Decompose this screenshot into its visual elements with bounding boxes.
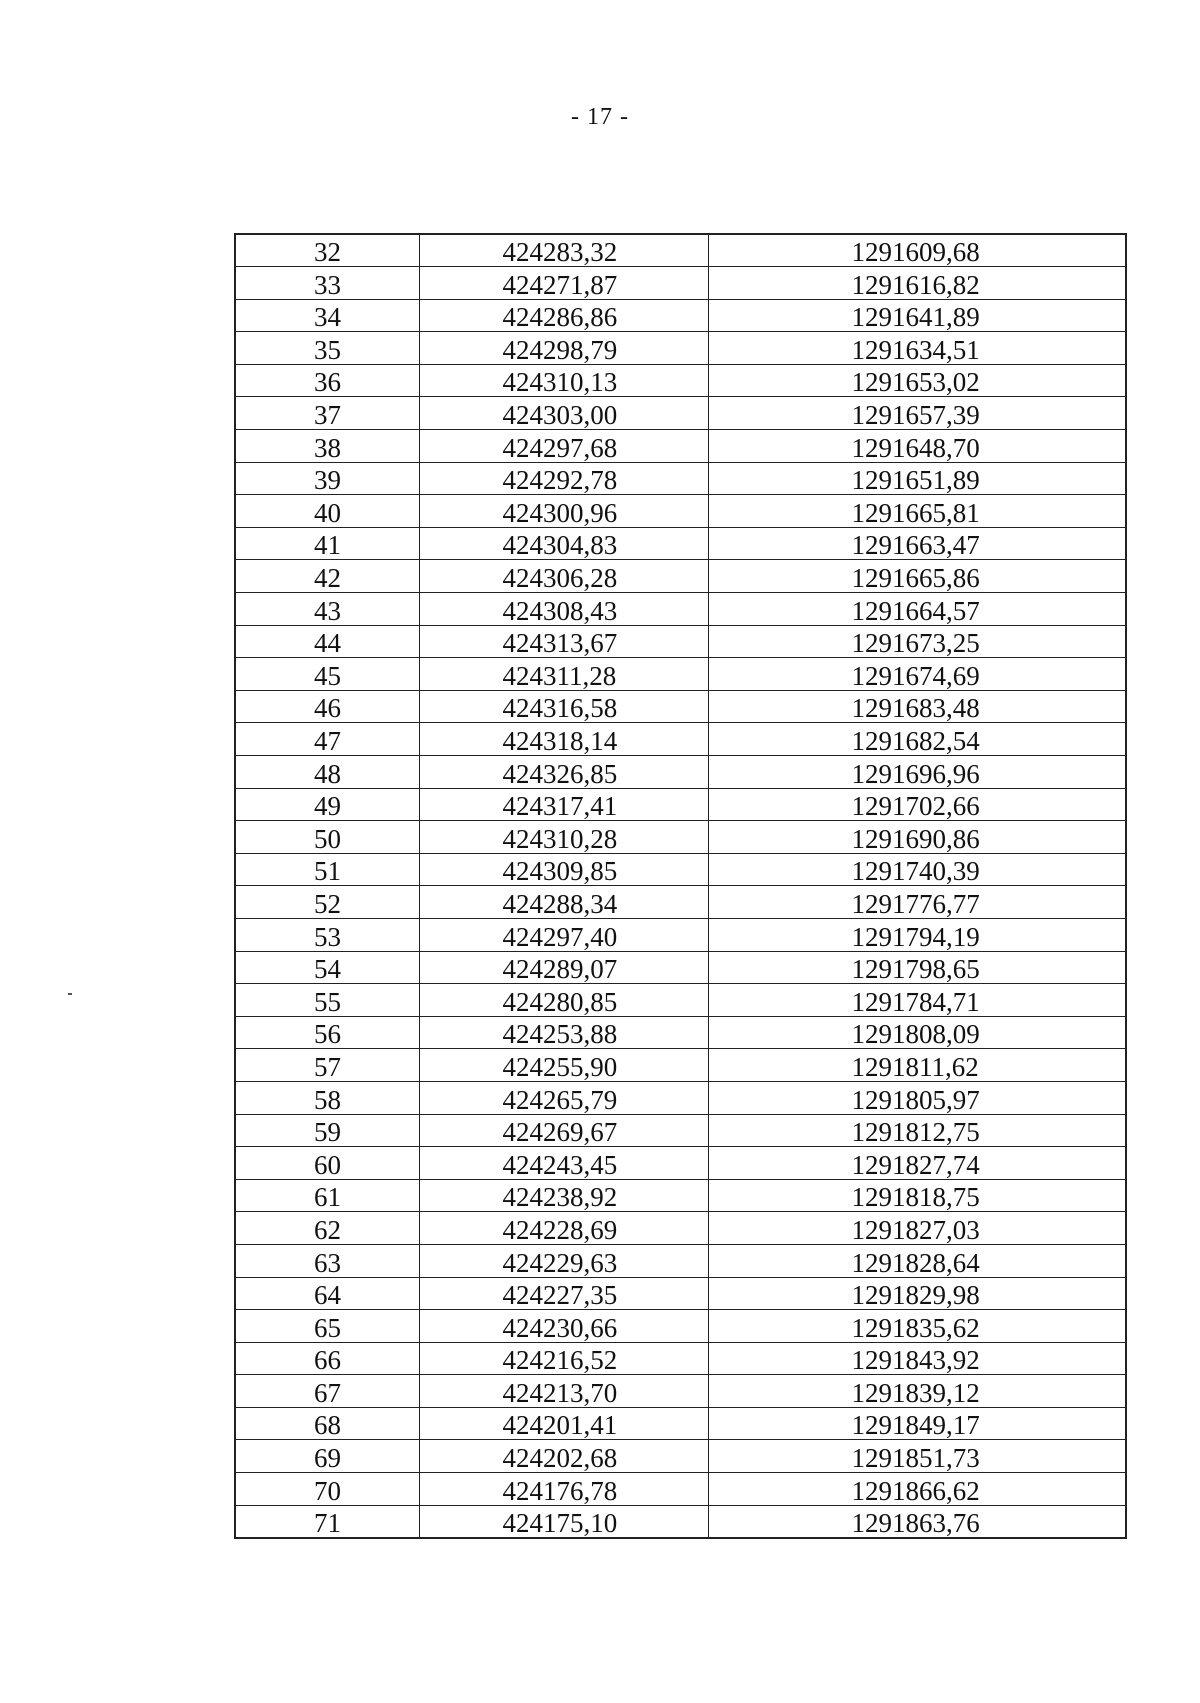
x-coordinate-cell: 424269,67 [419, 1114, 708, 1147]
point-number-cell: 66 [235, 1342, 419, 1375]
x-coordinate-cell: 424175,10 [419, 1505, 708, 1538]
y-coordinate-cell: 1291674,69 [708, 658, 1126, 691]
page-number: - 17 - [571, 104, 629, 130]
x-coordinate-cell: 424288,34 [419, 886, 708, 919]
x-coordinate-cell: 424300,96 [419, 495, 708, 528]
y-coordinate-cell: 1291702,66 [708, 788, 1126, 821]
point-number-cell: 50 [235, 821, 419, 854]
table-row [235, 1407, 1126, 1440]
table-row [235, 299, 1126, 332]
table-row [235, 430, 1126, 463]
point-number-cell: 38 [235, 430, 419, 463]
table-row [235, 364, 1126, 397]
y-coordinate-cell: 1291651,89 [708, 462, 1126, 495]
y-coordinate-cell: 1291682,54 [708, 723, 1126, 756]
x-coordinate-cell: 424280,85 [419, 984, 708, 1017]
x-coordinate-cell: 424202,68 [419, 1440, 708, 1473]
table-row [235, 788, 1126, 821]
table-row [235, 1049, 1126, 1082]
table-row [235, 1505, 1126, 1538]
point-number-cell: 35 [235, 332, 419, 365]
x-coordinate-cell: 424243,45 [419, 1147, 708, 1180]
y-coordinate-cell: 1291653,02 [708, 364, 1126, 397]
point-number-cell: 57 [235, 1049, 419, 1082]
point-number-cell: 67 [235, 1375, 419, 1408]
point-number-cell: 52 [235, 886, 419, 919]
x-coordinate-cell: 424298,79 [419, 332, 708, 365]
table-row [235, 1440, 1126, 1473]
point-number-cell: 63 [235, 1244, 419, 1277]
table-row [235, 527, 1126, 560]
x-coordinate-cell: 424303,00 [419, 397, 708, 430]
y-coordinate-cell: 1291866,62 [708, 1473, 1126, 1506]
table-row [235, 593, 1126, 626]
y-coordinate-cell: 1291776,77 [708, 886, 1126, 919]
y-coordinate-cell: 1291696,96 [708, 756, 1126, 789]
x-coordinate-cell: 424255,90 [419, 1049, 708, 1082]
table-row [235, 397, 1126, 430]
table-row [235, 332, 1126, 365]
y-coordinate-cell: 1291664,57 [708, 593, 1126, 626]
point-number-cell: 45 [235, 658, 419, 691]
table-row [235, 560, 1126, 593]
x-coordinate-cell: 424229,63 [419, 1244, 708, 1277]
point-number-cell: 64 [235, 1277, 419, 1310]
point-number-cell: 44 [235, 625, 419, 658]
point-number-cell: 59 [235, 1114, 419, 1147]
y-coordinate-cell: 1291839,12 [708, 1375, 1126, 1408]
point-number-cell: 49 [235, 788, 419, 821]
table-row [235, 1342, 1126, 1375]
table-row [235, 658, 1126, 691]
coordinates-table-body [235, 234, 1126, 1538]
table-row [235, 1147, 1126, 1180]
point-number-cell: 54 [235, 951, 419, 984]
table-row [235, 918, 1126, 951]
table-row [235, 1277, 1126, 1310]
point-number-cell: 61 [235, 1179, 419, 1212]
x-coordinate-cell: 424297,68 [419, 430, 708, 463]
point-number-cell: 46 [235, 690, 419, 723]
x-coordinate-cell: 424313,67 [419, 625, 708, 658]
table-row [235, 1081, 1126, 1114]
point-number-cell: 34 [235, 299, 419, 332]
table-row [235, 723, 1126, 756]
y-coordinate-cell: 1291818,75 [708, 1179, 1126, 1212]
y-coordinate-cell: 1291849,17 [708, 1407, 1126, 1440]
point-number-cell: 42 [235, 560, 419, 593]
coordinates-table [234, 233, 1127, 1539]
scan-speck [68, 993, 72, 995]
x-coordinate-cell: 424253,88 [419, 1016, 708, 1049]
point-number-cell: 40 [235, 495, 419, 528]
point-number-cell: 55 [235, 984, 419, 1017]
x-coordinate-cell: 424216,52 [419, 1342, 708, 1375]
point-number-cell: 56 [235, 1016, 419, 1049]
x-coordinate-cell: 424271,87 [419, 267, 708, 300]
point-number-cell: 33 [235, 267, 419, 300]
y-coordinate-cell: 1291641,89 [708, 299, 1126, 332]
point-number-cell: 62 [235, 1212, 419, 1245]
y-coordinate-cell: 1291843,92 [708, 1342, 1126, 1375]
y-coordinate-cell: 1291863,76 [708, 1505, 1126, 1538]
table-row [235, 625, 1126, 658]
x-coordinate-cell: 424213,70 [419, 1375, 708, 1408]
point-number-cell: 39 [235, 462, 419, 495]
point-number-cell: 48 [235, 756, 419, 789]
x-coordinate-cell: 424308,43 [419, 593, 708, 626]
x-coordinate-cell: 424283,32 [419, 234, 708, 267]
y-coordinate-cell: 1291616,82 [708, 267, 1126, 300]
x-coordinate-cell: 424176,78 [419, 1473, 708, 1506]
table-row [235, 1473, 1126, 1506]
x-coordinate-cell: 424292,78 [419, 462, 708, 495]
y-coordinate-cell: 1291665,81 [708, 495, 1126, 528]
table-row [235, 1310, 1126, 1343]
table-row [235, 462, 1126, 495]
x-coordinate-cell: 424201,41 [419, 1407, 708, 1440]
point-number-cell: 47 [235, 723, 419, 756]
table-row [235, 1244, 1126, 1277]
table-row [235, 1016, 1126, 1049]
x-coordinate-cell: 424318,14 [419, 723, 708, 756]
x-coordinate-cell: 424227,35 [419, 1277, 708, 1310]
table-row [235, 951, 1126, 984]
x-coordinate-cell: 424304,83 [419, 527, 708, 560]
x-coordinate-cell: 424265,79 [419, 1081, 708, 1114]
y-coordinate-cell: 1291835,62 [708, 1310, 1126, 1343]
y-coordinate-cell: 1291648,70 [708, 430, 1126, 463]
x-coordinate-cell: 424309,85 [419, 853, 708, 886]
table-row [235, 267, 1126, 300]
table-row [235, 690, 1126, 723]
point-number-cell: 58 [235, 1081, 419, 1114]
table-row [235, 1114, 1126, 1147]
x-coordinate-cell: 424316,58 [419, 690, 708, 723]
table-row [235, 495, 1126, 528]
y-coordinate-cell: 1291829,98 [708, 1277, 1126, 1310]
y-coordinate-cell: 1291851,73 [708, 1440, 1126, 1473]
y-coordinate-cell: 1291663,47 [708, 527, 1126, 560]
point-number-cell: 32 [235, 234, 419, 267]
y-coordinate-cell: 1291794,19 [708, 918, 1126, 951]
x-coordinate-cell: 424317,41 [419, 788, 708, 821]
point-number-cell: 71 [235, 1505, 419, 1538]
y-coordinate-cell: 1291811,62 [708, 1049, 1126, 1082]
x-coordinate-cell: 424297,40 [419, 918, 708, 951]
x-coordinate-cell: 424230,66 [419, 1310, 708, 1343]
point-number-cell: 53 [235, 918, 419, 951]
point-number-cell: 65 [235, 1310, 419, 1343]
x-coordinate-cell: 424306,28 [419, 560, 708, 593]
x-coordinate-cell: 424228,69 [419, 1212, 708, 1245]
x-coordinate-cell: 424311,28 [419, 658, 708, 691]
y-coordinate-cell: 1291690,86 [708, 821, 1126, 854]
y-coordinate-cell: 1291665,86 [708, 560, 1126, 593]
x-coordinate-cell: 424326,85 [419, 756, 708, 789]
point-number-cell: 68 [235, 1407, 419, 1440]
y-coordinate-cell: 1291657,39 [708, 397, 1126, 430]
table-row [235, 756, 1126, 789]
table-row [235, 984, 1126, 1017]
table-row [235, 886, 1126, 919]
y-coordinate-cell: 1291683,48 [708, 690, 1126, 723]
x-coordinate-cell: 424310,13 [419, 364, 708, 397]
y-coordinate-cell: 1291609,68 [708, 234, 1126, 267]
table-row [235, 1179, 1126, 1212]
y-coordinate-cell: 1291634,51 [708, 332, 1126, 365]
y-coordinate-cell: 1291805,97 [708, 1081, 1126, 1114]
x-coordinate-cell: 424286,86 [419, 299, 708, 332]
table-row [235, 1375, 1126, 1408]
point-number-cell: 60 [235, 1147, 419, 1180]
table-row [235, 821, 1126, 854]
y-coordinate-cell: 1291784,71 [708, 984, 1126, 1017]
point-number-cell: 70 [235, 1473, 419, 1506]
table-row [235, 853, 1126, 886]
x-coordinate-cell: 424238,92 [419, 1179, 708, 1212]
point-number-cell: 43 [235, 593, 419, 626]
y-coordinate-cell: 1291798,65 [708, 951, 1126, 984]
point-number-cell: 69 [235, 1440, 419, 1473]
point-number-cell: 37 [235, 397, 419, 430]
table-row [235, 1212, 1126, 1245]
y-coordinate-cell: 1291828,64 [708, 1244, 1126, 1277]
y-coordinate-cell: 1291812,75 [708, 1114, 1126, 1147]
y-coordinate-cell: 1291827,74 [708, 1147, 1126, 1180]
x-coordinate-cell: 424289,07 [419, 951, 708, 984]
point-number-cell: 51 [235, 853, 419, 886]
point-number-cell: 36 [235, 364, 419, 397]
point-number-cell: 41 [235, 527, 419, 560]
y-coordinate-cell: 1291740,39 [708, 853, 1126, 886]
table-row [235, 234, 1126, 267]
y-coordinate-cell: 1291673,25 [708, 625, 1126, 658]
y-coordinate-cell: 1291808,09 [708, 1016, 1126, 1049]
y-coordinate-cell: 1291827,03 [708, 1212, 1126, 1245]
x-coordinate-cell: 424310,28 [419, 821, 708, 854]
